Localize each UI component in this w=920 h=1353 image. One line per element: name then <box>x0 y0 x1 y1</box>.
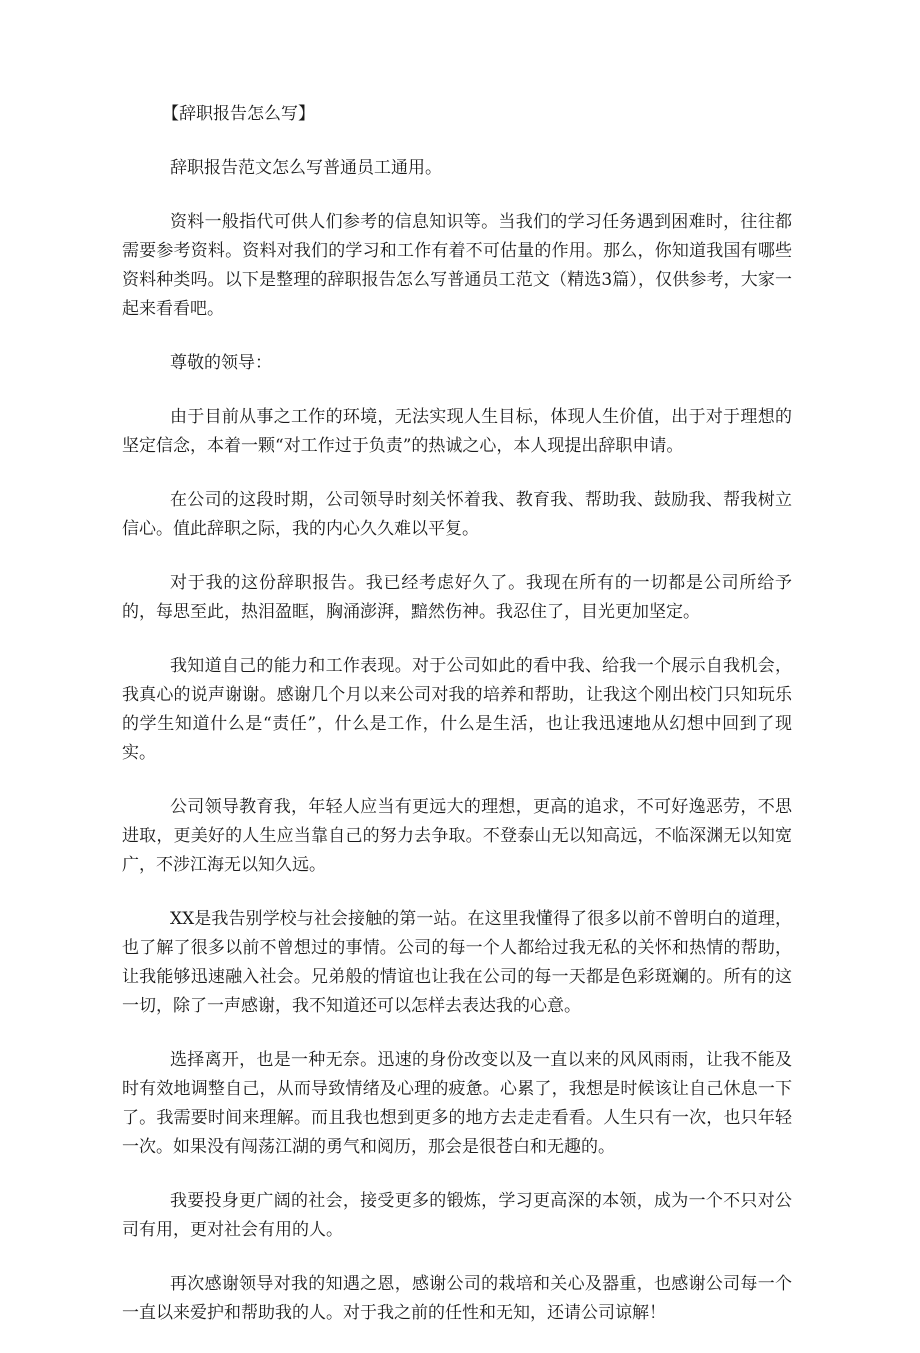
body-paragraph: 在公司的这段时期，公司领导时刻关怀着我、教育我、帮助我、鼓励我、帮我树立信心。值此辞职之际，我的内心久久难以平复。 <box>122 490 792 539</box>
body-paragraph: 公司领导教育我，年轻人应当有更远大的理想，更高的追求，不可好逸恶劳，不思进取，更美好的人生应当靠自己的努力去争取。不登泰山无以知高远，不临深渊无以知宽广，不涉江海无以知久远。 <box>122 797 792 875</box>
body-paragraph: 由于目前从事之工作的环境，无法实现人生目标，体现人生价值，出于对于理想的坚定信念，本着一颗“对工作过于负责”的热诚之心，本人现提出辞职申请。 <box>122 407 792 456</box>
body-paragraph: 我要投身更广阔的社会，接受更多的锻炼，学习更高深的本领，成为一个不只对公司有用，更对社会有用的人。 <box>122 1191 792 1240</box>
document-title: 【辞职报告怎么写】 <box>162 104 315 124</box>
body-paragraph: 我知道自己的能力和工作表现。对于公司如此的看中我、给我一个展示自我机会，我真心的说声谢谢。感谢几个月以来公司对我的培养和帮助，让我这个刚出校门只知玩乐的学生知道什么是“责任”，什么是工作，什么是生活，也让我迅速地从幻想中回到了现实。 <box>122 656 792 763</box>
intro-paragraph: 资料一般指代可供人们参考的信息知识等。当我们的学习任务遇到困难时，往往都需要参考资料。资料对我们的学习和工作有着不可估量的作用。那么，你知道我国有哪些资料种类吗。以下是整理的辞职报告怎么写普通员工范文（精选3篇），仅供参考，大家一起来看看吧。 <box>122 212 792 319</box>
body-paragraph: 对于我的这份辞职报告。我已经考虑好久了。我现在所有的一切都是公司所给予的，每思至此，热泪盈眶，胸涌澎湃，黯然伤神。我忍住了，目光更加坚定。 <box>122 573 792 622</box>
document-body <box>122 100 792 1353</box>
document-subtitle: 辞职报告范文怎么写普通员工通用。 <box>170 158 442 178</box>
salutation: 尊敬的领导： <box>170 353 272 373</box>
closing-paragraph: 再次感谢领导对我的知遇之恩，感谢公司的栽培和关心及器重，也感谢公司每一个一直以来爱护和帮助我的人。对于我之前的任性和无知，还请公司谅解！ <box>122 1274 792 1323</box>
body-paragraph: XX是我告别学校与社会接触的第一站。在这里我懂得了很多以前不曾明白的道理，也了解了很多以前不曾想过的事情。公司的每一个人都给过我无私的关怀和热情的帮助，让我能够迅速融入社会。兄弟般的情谊也让我在公司的每一天都是色彩斑斓的。所有的这一切，除了一声感谢，我不知道还可以怎样去表达我的心意。 <box>122 909 792 1016</box>
body-paragraph: 选择离开，也是一种无奈。迅速的身份改变以及一直以来的风风雨雨，让我不能及时有效地调整自己，从而导致情绪及心理的疲惫。心累了，我想是时候该让自己休息一下了。我需要时间来理解。而且我也想到更多的地方去走走看看。人生只有一次，也只年轻一次。如果没有闯荡江湖的勇气和阅历，那会是很苍白和无趣的。 <box>122 1050 792 1157</box>
